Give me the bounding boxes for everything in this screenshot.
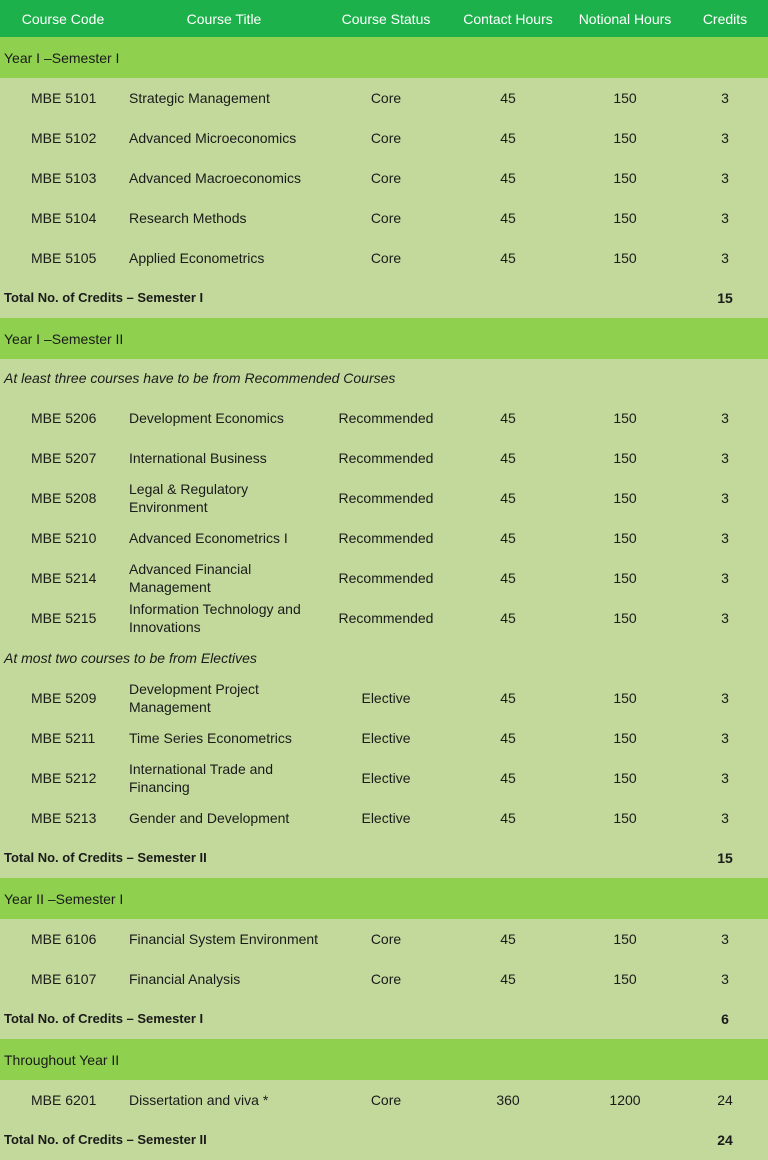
table-row xyxy=(0,518,768,558)
table-row xyxy=(0,678,768,718)
notional-hours-cell: 150 xyxy=(613,250,637,266)
notional-hours-cell: 150 xyxy=(613,610,637,626)
notional-hours-cell: 150 xyxy=(613,450,637,466)
course-status-cell: Core xyxy=(370,931,402,947)
total-credits-row xyxy=(0,278,768,318)
contact-hours-cell: 45 xyxy=(500,90,516,106)
course-title-cell: International Trade and Financing xyxy=(129,761,273,795)
contact-hours-cell: 45 xyxy=(500,490,516,506)
course-code-cell: MBE 5211 xyxy=(31,730,96,746)
course-status-cell: Core xyxy=(370,1092,402,1108)
course-status-cell: Recommended xyxy=(338,450,434,466)
course-title-cell: Dissertation and viva * xyxy=(129,1092,269,1108)
course-title-cell: Advanced Econometrics I xyxy=(129,530,288,546)
contact-hours-cell: 45 xyxy=(500,570,516,586)
credits-cell: 3 xyxy=(721,210,729,226)
contact-hours-cell: 45 xyxy=(500,450,516,466)
total-credits-value: 24 xyxy=(717,1132,733,1148)
credits-cell: 3 xyxy=(721,490,729,506)
course-code-cell: MBE 5208 xyxy=(31,490,97,506)
course-status-cell: Recommended xyxy=(338,530,434,546)
course-status-cell: Core xyxy=(370,90,402,106)
header-credits: Credits xyxy=(702,10,748,27)
credits-cell: 3 xyxy=(721,250,729,266)
note-row xyxy=(0,638,768,678)
course-code-cell: MBE 5104 xyxy=(31,210,97,226)
course-status-cell: Core xyxy=(370,210,402,226)
course-code-cell: MBE 6201 xyxy=(31,1092,97,1108)
course-title-cell: Applied Econometrics xyxy=(129,250,265,266)
section-header-row xyxy=(0,37,768,78)
contact-hours-cell: 45 xyxy=(500,770,516,786)
credits-cell: 3 xyxy=(721,971,729,987)
credits-cell: 3 xyxy=(721,170,729,186)
course-code-cell: MBE 5209 xyxy=(31,690,97,706)
header-contact-hours: Contact Hours xyxy=(463,10,553,27)
credits-cell: 3 xyxy=(721,530,729,546)
course-title-cell: Advanced Microeconomics xyxy=(129,130,297,146)
course-title-cell: Development Project Management xyxy=(129,681,259,715)
contact-hours-cell: 45 xyxy=(500,530,516,546)
total-credits-label: Total No. of Credits – Semester I xyxy=(4,290,204,305)
table-row xyxy=(0,798,768,838)
total-credits-value: 6 xyxy=(721,1011,729,1027)
contact-hours-cell: 45 xyxy=(500,730,516,746)
course-title-cell: Financial Analysis xyxy=(129,971,241,987)
table-row xyxy=(0,718,768,758)
section-label: Year II –Semester I xyxy=(4,890,124,907)
course-status-cell: Recommended xyxy=(338,410,434,426)
course-code-cell: MBE 5213 xyxy=(31,810,97,826)
total-credits-value: 15 xyxy=(717,850,733,866)
credits-cell: 3 xyxy=(721,450,729,466)
table-row xyxy=(0,198,768,238)
credits-cell: 3 xyxy=(721,90,729,106)
total-credits-label: Total No. of Credits – Semester I xyxy=(4,1011,204,1026)
total-credits-row xyxy=(0,999,768,1039)
course-title-cell: Strategic Management xyxy=(129,90,270,106)
notional-hours-cell: 150 xyxy=(613,770,637,786)
notional-hours-cell: 150 xyxy=(613,971,637,987)
total-credits-row xyxy=(0,838,768,878)
header-course-status: Course Status xyxy=(341,10,431,27)
course-status-cell: Core xyxy=(370,130,402,146)
table-row xyxy=(0,438,768,478)
notional-hours-cell: 150 xyxy=(613,530,637,546)
contact-hours-cell: 45 xyxy=(500,410,516,426)
credits-cell: 3 xyxy=(721,810,729,826)
course-status-cell: Core xyxy=(370,971,402,987)
course-status-cell: Core xyxy=(370,250,402,266)
course-code-cell: MBE 5102 xyxy=(31,130,97,146)
contact-hours-cell: 45 xyxy=(500,250,516,266)
course-title-cell: Advanced Macroeconomics xyxy=(129,170,301,186)
table-row xyxy=(0,118,768,158)
total-credits-label: Total No. of Credits – Semester II xyxy=(4,1132,207,1147)
contact-hours-cell: 45 xyxy=(500,610,516,626)
notional-hours-cell: 150 xyxy=(613,570,637,586)
contact-hours-cell: 45 xyxy=(500,971,516,987)
contact-hours-cell: 45 xyxy=(500,690,516,706)
note-row xyxy=(0,358,768,398)
course-status-cell: Recommended xyxy=(338,490,434,506)
note-label: At most two courses to be from Electives xyxy=(4,650,257,666)
course-status-cell: Recommended xyxy=(338,570,434,586)
notional-hours-cell: 150 xyxy=(613,130,637,146)
header-course-code: Course Code xyxy=(21,10,105,27)
course-title-cell: Financial System Environment xyxy=(129,931,319,947)
section-label: Year I –Semester I xyxy=(4,49,120,66)
total-credits-row xyxy=(0,1120,768,1160)
course-code-cell: MBE 6106 xyxy=(31,931,97,947)
header-notional-hours: Notional Hours xyxy=(578,10,672,27)
course-status-cell: Elective xyxy=(361,730,411,746)
course-title-cell: Information Technology and Innovations xyxy=(129,601,301,635)
table-row xyxy=(0,959,768,999)
course-title-cell: Legal & Regulatory Environment xyxy=(129,481,249,515)
section-label: Year I –Semester II xyxy=(4,330,124,347)
note-label: At least three courses have to be from Recommended Courses xyxy=(4,370,396,386)
contact-hours-cell: 45 xyxy=(500,810,516,826)
notional-hours-cell: 1200 xyxy=(609,1092,641,1108)
table-row xyxy=(0,558,768,598)
course-title-cell: Time Series Econometrics xyxy=(129,730,292,746)
course-title-cell: Gender and Development xyxy=(129,810,290,826)
table-row xyxy=(0,238,768,278)
course-status-cell: Core xyxy=(370,170,402,186)
section-header-row xyxy=(0,318,768,359)
course-code-cell: MBE 5215 xyxy=(31,610,97,626)
table-row xyxy=(0,398,768,438)
section-label: Throughout Year II xyxy=(4,1051,120,1068)
course-code-cell: MBE 6107 xyxy=(31,971,97,987)
notional-hours-cell: 150 xyxy=(613,931,637,947)
course-code-cell: MBE 5101 xyxy=(31,90,97,106)
total-credits-value: 15 xyxy=(717,290,733,306)
course-code-cell: MBE 5210 xyxy=(31,530,97,546)
course-code-cell: MBE 5207 xyxy=(31,450,97,466)
course-title-cell: International Business xyxy=(129,450,267,466)
notional-hours-cell: 150 xyxy=(613,210,637,226)
notional-hours-cell: 150 xyxy=(613,90,637,106)
course-code-cell: MBE 5206 xyxy=(31,410,97,426)
contact-hours-cell: 45 xyxy=(500,210,516,226)
course-title-cell: Research Methods xyxy=(129,210,247,226)
course-code-cell: MBE 5212 xyxy=(31,770,97,786)
notional-hours-cell: 150 xyxy=(613,730,637,746)
notional-hours-cell: 150 xyxy=(613,690,637,706)
course-code-cell: MBE 5103 xyxy=(31,170,97,186)
table-row xyxy=(0,919,768,959)
course-status-cell: Elective xyxy=(361,690,411,706)
credits-cell: 3 xyxy=(721,610,729,626)
credits-cell: 3 xyxy=(721,690,729,706)
course-status-cell: Recommended xyxy=(338,610,434,626)
section-header-row xyxy=(0,878,768,919)
course-status-cell: Elective xyxy=(361,770,411,786)
table-row xyxy=(0,598,768,638)
credits-cell: 3 xyxy=(721,770,729,786)
notional-hours-cell: 150 xyxy=(613,170,637,186)
notional-hours-cell: 150 xyxy=(613,410,637,426)
notional-hours-cell: 150 xyxy=(613,490,637,506)
course-title-cell: Advanced Financial Management xyxy=(129,561,252,595)
table-row xyxy=(0,478,768,518)
table-row xyxy=(0,758,768,798)
section-header-row xyxy=(0,1039,768,1080)
contact-hours-cell: 45 xyxy=(500,130,516,146)
credits-cell: 3 xyxy=(721,130,729,146)
contact-hours-cell: 360 xyxy=(496,1092,520,1108)
contact-hours-cell: 45 xyxy=(500,170,516,186)
table-row xyxy=(0,1080,768,1120)
header-course-title: Course Title xyxy=(186,10,262,27)
total-credits-label: Total No. of Credits – Semester II xyxy=(4,850,207,865)
table-row xyxy=(0,78,768,118)
notional-hours-cell: 150 xyxy=(613,810,637,826)
credits-cell: 24 xyxy=(717,1092,733,1108)
credits-cell: 3 xyxy=(721,931,729,947)
course-code-cell: MBE 5214 xyxy=(31,570,97,586)
course-status-cell: Elective xyxy=(361,810,411,826)
credits-cell: 3 xyxy=(721,730,729,746)
table-row xyxy=(0,158,768,198)
contact-hours-cell: 45 xyxy=(500,931,516,947)
credits-cell: 3 xyxy=(721,570,729,586)
course-title-cell: Development Economics xyxy=(129,410,284,426)
course-code-cell: MBE 5105 xyxy=(31,250,97,266)
table-header-row xyxy=(0,0,768,37)
credits-cell: 3 xyxy=(721,410,729,426)
